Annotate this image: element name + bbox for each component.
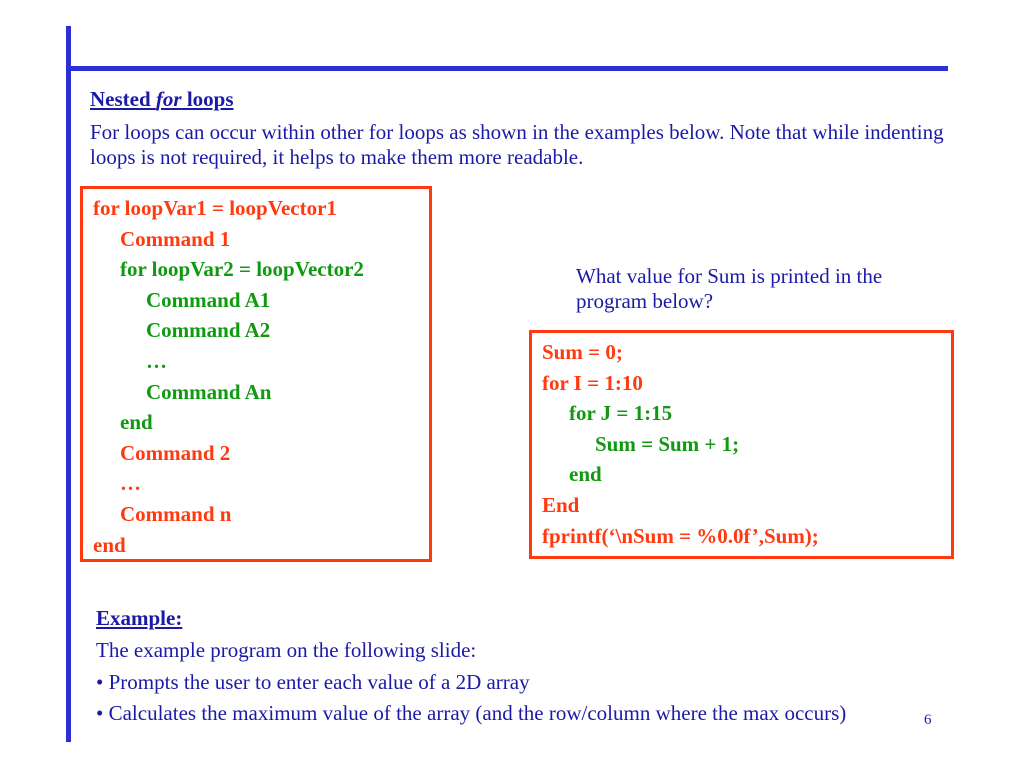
code-line: end [93,532,126,557]
code-line: end [569,462,602,487]
top-accent-bar [66,66,948,71]
code-line: Sum = 0; [542,340,623,364]
code-line: for J = 1:15 [569,401,673,426]
page-number: 6 [924,712,932,728]
code-line: for loopVar1 = loopVector1 [93,196,337,220]
code-line: Command An [146,379,272,404]
code-box-sum-program [529,330,954,559]
code-line: … [146,348,167,373]
code-line: Command 2 [120,440,231,465]
code-line: Command A1 [146,287,271,312]
code-line: fprintf(‘\nSum = %0.0f’,Sum); [542,523,819,548]
example-section [96,606,956,724]
code-line: for I = 1:10 [542,370,643,395]
slide-title: Nested for loops [90,87,234,111]
code-line: … [120,471,141,496]
left-accent-bar [66,26,71,742]
code-line: Command A2 [146,318,271,343]
code-line: Sum = Sum + 1; [595,431,740,456]
code-line: Command 1 [120,226,231,251]
code-line: end [120,410,153,435]
code-box-nested-template [80,186,432,562]
question-text: What value for Sum is printed in the program below? [576,264,883,313]
code-line: Command n [120,501,232,526]
intro-paragraph: For loops can occur within other for loops as shown in the examples below. Note that while indenting loops is not required, it helps to make them more readable. [90,120,944,169]
example-bullet: • Prompts the user to enter each value of a 2D array [96,670,530,694]
code-line: End [542,492,580,517]
example-heading: Example: [96,606,183,630]
code-line: for loopVar2 = loopVector2 [120,257,364,282]
example-intro-line: The example program on the following slide: [96,638,477,662]
example-bullet: • Calculates the maximum value of the array (and the row/column where the max occurs) [96,701,847,725]
